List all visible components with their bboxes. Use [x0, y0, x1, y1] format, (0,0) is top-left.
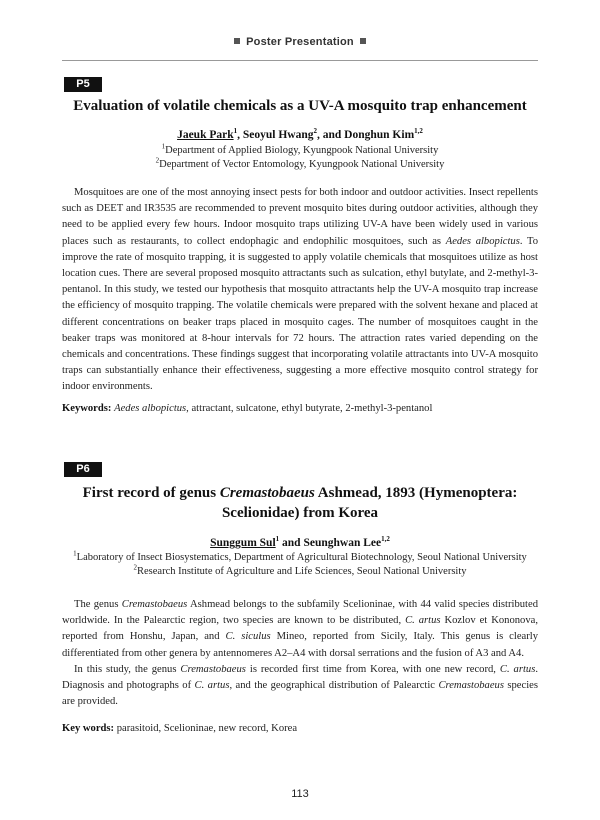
keywords-text: parasitoid, Scelioninae, new record, Korea [116, 723, 298, 734]
author-name: Jaeuk Park$^1$ [177, 127, 238, 141]
square-bullet-icon [360, 38, 366, 44]
keywords-label: Key words: [62, 723, 115, 734]
running-header [0, 36, 600, 48]
affiliation: $^2$Research Institute of Agriculture and Life Sciences, Seoul National University [133, 563, 467, 577]
keywords-label: Keywords: [62, 403, 112, 414]
author-list: Jaeuk Park$^1$, Seoyul Hwang$^2$, and Donghun Kim$^{1,2}$ [177, 127, 423, 141]
author-name: Seunghwan Lee$^{1,2}$ [303, 535, 390, 549]
abstract-tag: P5 [64, 77, 102, 92]
abstract-title: Evaluation of volatile chemicals as a UV-A mosquito trap enhancement [73, 98, 527, 114]
keywords-line [62, 403, 538, 414]
abstract-paragraph: The genus Cremastobaeus Ashmead belongs to the subfamily Scelioninae, with 44 valid species distributed worldwide. In the Palearctic region, two species are known to be distributed, C. artus Kozlov et Kononova, reported from Honshu, Japan, and C. siculus Mineo, reported from Sicily, Italy. This genus is clearly differentiated from other genera by antennomeres A2–A4 with dorsal serrations and the fusion of A3 and A4. [62, 599, 539, 659]
affiliation: $^1$Department of Applied Biology, Kyungpook National University [161, 142, 439, 156]
abstract-paragraph: Mosquitoes are one of the most annoying insect pests for both indoor and outdoor activities. Insect repellents such as DEET and IR3535 are recommended to prevent mosquito bites during outdoor activities, although they need to be applied every few hours. Indoor mosquito traps utilizing UV-A have been widely used in various places such as restaurants, to collect endophagic and endophilic mosquitoes, such as Aedes albopictus. To improve the rate of mosquito trapping, it is suggested to apply volatile chemicals that mosquitoes utilize as host location cues. There are several proposed mosquito attractants such as sulcation, ethyl butylate, and 2-methyl-3-pentanol. In this study, we tested our hypothesis that mosquito attractants help the UV-A mosquito trap increase the efficiency of mosquito trapping. The volatile chemicals were prepared with the solvent hexane and placed at different concentrations on beaker traps placed in mosquito cages. The number of mosquitoes caught in the beaker traps was monitored at 8-hour intervals for 72 hours. The attraction rates varied depending on the chemicals and concentrations. These findings suggest that incorporating volatile attractants into UV-A mosquito traps can substantially enhance their effectiveness, suggesting a more effective mosquito control strategy for indoor environments. [62, 187, 538, 393]
keywords-line [62, 723, 538, 734]
abstract-title: First record of genus Cremastobaeus Ashmead, 1893 (Hymenoptera: Scelionidae) from Korea [82, 485, 518, 521]
abstract-tag: P6 [64, 462, 102, 477]
author-list: Sunggum Sul$^1$ and Seunghwan Lee$^{1,2}$ [210, 535, 390, 549]
page-number: 113 [291, 788, 309, 800]
affiliation: $^1$Laboratory of Insect Biosystematics, Department of Agricultural Biotechnology, Seoul National University [73, 549, 527, 563]
affiliation: $^2$Department of Vector Entomology, Kyungpook National University [155, 156, 445, 170]
author-name: Donghun Kim$^{1,2}$ [344, 127, 423, 141]
header-rule [62, 60, 538, 61]
abstract-paragraph: In this study, the genus Cremastobaeus is recorded first time from Korea, with one new record, C. artus. Diagnosis and photographs of C. artus, and the geographical distribution of Palearctic Cremastobaeus species are provided. [62, 664, 538, 708]
square-bullet-icon [234, 38, 240, 44]
author-name: Seoyul Hwang$^2$ [242, 127, 317, 141]
running-header-label: Poster Presentation [246, 36, 354, 48]
author-name: Sunggum Sul$^1$ [210, 535, 280, 549]
keywords-text: Aedes albopictus, attractant, sulcatone, ethyl butyrate, 2-methyl-3-pentanol [114, 403, 433, 414]
